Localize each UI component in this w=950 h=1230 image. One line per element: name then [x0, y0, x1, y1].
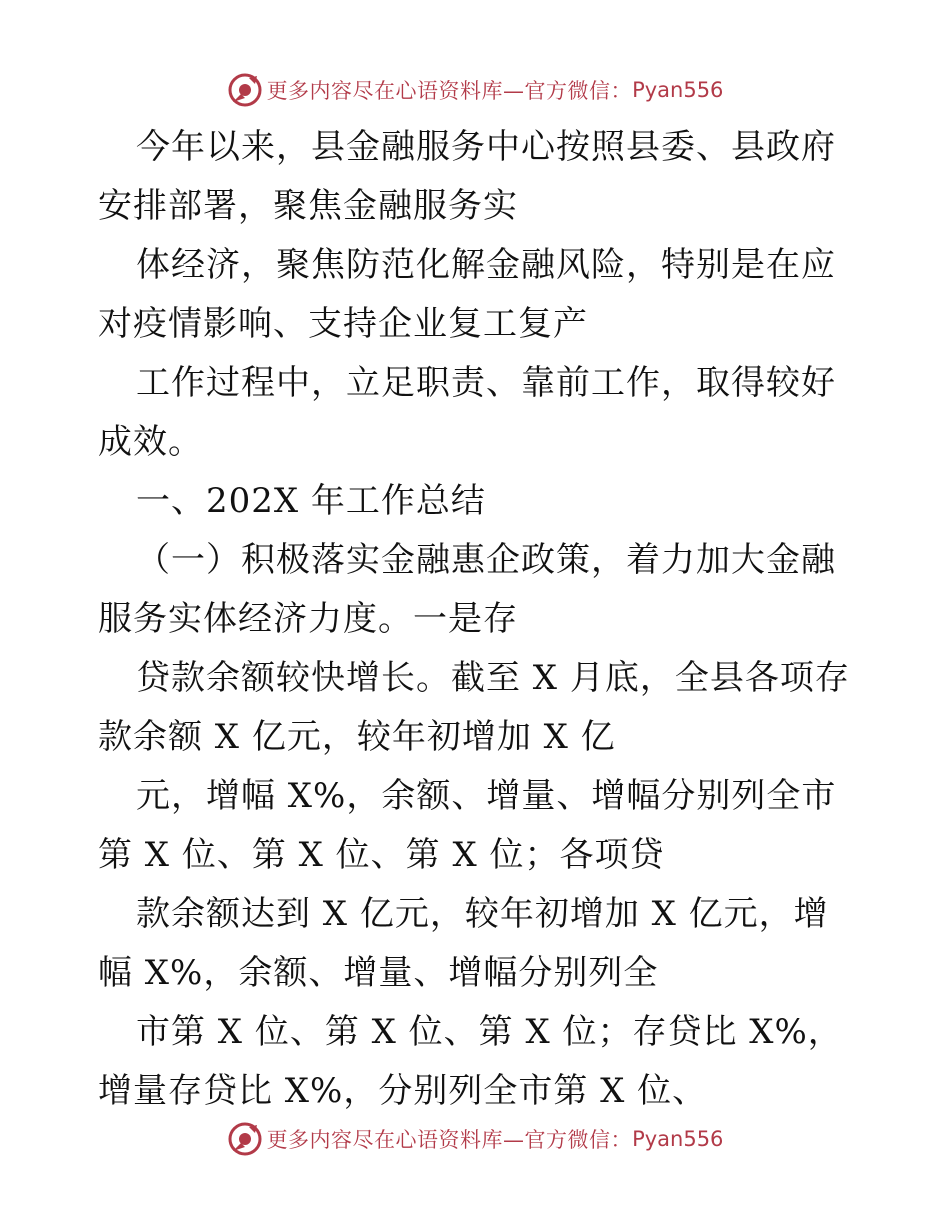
paragraph: （一）积极落实金融惠企政策，着力加大金融服务实体经济力度。一是存	[98, 540, 836, 639]
paragraph: 市第 X 位、第 X 位、第 X 位；存贷比 X%，增量存贷比 X%，分别列全市第 X 位、	[98, 1012, 843, 1111]
header-watermark-banner	[0, 70, 950, 110]
paragraph: 款余额达到 X 亿元，较年初增加 X 亿元，增幅 X%，余额、增量、增幅分别列全	[98, 894, 829, 993]
header-banner-text: 更多内容尽在心语资料库—官方微信：	[266, 79, 633, 103]
paragraph: 元，增幅 X%，余额、增量、增幅分别列全市第 X 位、第 X 位、第 X 位；各项贷	[98, 776, 837, 875]
footer-wechat-id: Pyan556	[632, 1127, 724, 1151]
pen-logo-icon	[227, 72, 263, 108]
section-heading: 一、202X 年工作总结	[136, 481, 486, 521]
pen-logo-icon	[227, 1121, 263, 1157]
footer-watermark-banner	[0, 1119, 950, 1159]
paragraph: 工作过程中，立足职责、靠前工作，取得较好成效。	[98, 363, 836, 462]
header-wechat-id: Pyan556	[632, 78, 724, 102]
paragraph: 体经济，聚焦防范化解金融风险，特别是在应对疫情影响、支持企业复工复产	[98, 245, 836, 344]
paragraph: 今年以来，县金融服务中心按照县委、县政府安排部署，聚焦金融服务实	[98, 127, 836, 226]
document-body	[98, 118, 858, 1121]
footer-banner-text: 更多内容尽在心语资料库—官方微信：	[266, 1128, 633, 1152]
paragraph: 贷款余额较快增长。截至 X 月底，全县各项存款余额 X 亿元，较年初增加 X 亿	[98, 658, 850, 757]
